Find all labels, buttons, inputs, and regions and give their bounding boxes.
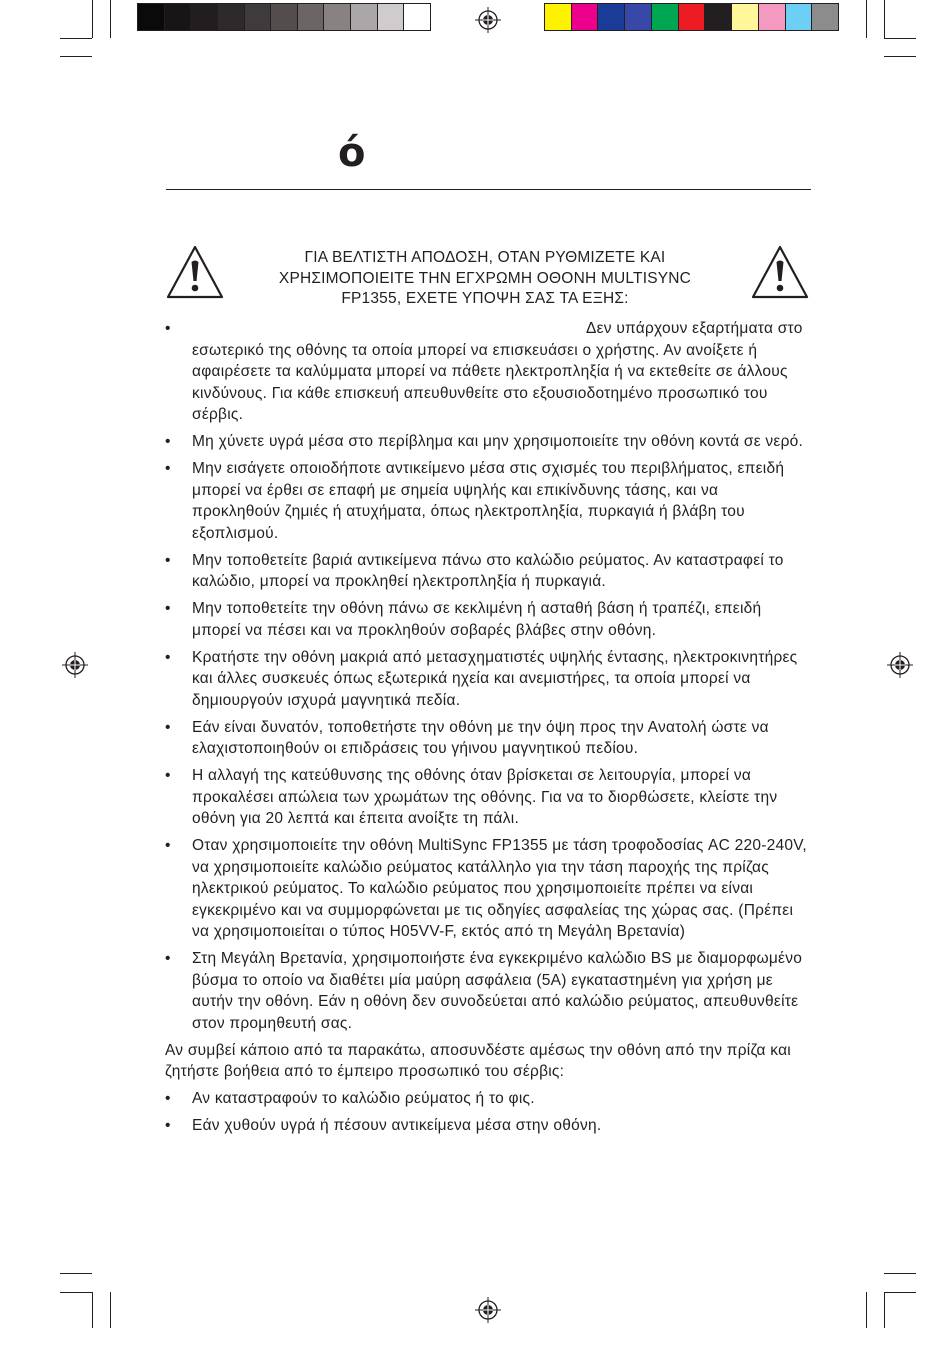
list-item-text: Μη χύνετε υγρά μέσα στο περίβλημα και μην χρησιμοποιείτε την οθόνη κοντά σε νερό. [192,433,804,450]
disconnect-conditions-list [165,1088,810,1137]
bullet: • [165,460,171,477]
safety-instructions [165,318,810,1142]
warning-triangle-icon [165,244,225,300]
list-item [165,598,810,641]
disconnect-paragraph: Αν συμβεί κάποιο από τα παρακάτω, αποσυνδέστε αμέσως την οθόνη από την πρίζα και ζητήστε βοήθεια από το έμπειρο προσωπικό του σέρβις: [165,1041,791,1080]
bullet: • [165,1117,171,1134]
list-item [165,318,810,426]
list-item [165,765,810,830]
warning-heading-line: ΧΡΗΣΙΜΟΠΟΙΕΙΤΕ ΤΗΝ ΕΓΧΡΩΜΗ ΟΘΟΝΗ MULTISYNC [278,269,692,287]
list-item [165,458,810,544]
list-item-text: Στη Μεγάλη Βρετανία, χρησιμοποιήστε ένα εγκεκριμένο καλώδιο BS με διαμορφωμένο βύσμα το οποίο να διαθέτει μία μαύρη ασφάλεια (5A) εγκαταστημένη για χρήση με αυτήν την οθόνη. Εάν η οθόνη δεν συνοδεύεται από καλώδιο ρεύματος, απευθυνθείτε στον προμηθευτή σας. [192,950,803,1032]
crop-mark [60,1292,92,1293]
warning-heading [230,248,740,310]
crop-mark [110,1292,111,1328]
color-swatch [545,4,571,30]
page-title: ό [338,130,366,176]
color-swatch [571,4,598,30]
list-item-text: Δεν υπάρχουν εξαρτήματα στο εσωτερικό της οθόνης τα οποία μπορεί να επισκευάσει ο χρήστης. Αν ανοίξετε ή αφαιρέσετε τα καλύμματα μπορεί να πάθετε ηλεκτροπληξία ή να εκτεθείτε σε άλλους κινδύνους. Για κάθε επισκευή απευθυνθείτε στο εξουσιοδοτημένο προσωπικό του σέρβις. [192,320,803,423]
color-swatch [624,4,651,30]
list-item-text: Μην εισάγετε οποιοδήποτε αντικείμενο μέσα στις σχισμές του περιβλήματος, επειδή μπορεί να έρθει σε επαφή με σημεία υψηλής και επικίνδυνης τάσης, και να προκληθούν ζημιές ή ατυχήματα, όπως ηλεκτροπληξία, πυρκαγιά ή βλάβη του εξοπλισμού. [192,460,785,542]
crop-mark [866,0,867,38]
color-swatch [244,4,271,30]
precautions-list [165,318,810,1034]
bullet: • [165,320,171,337]
bullet: • [165,551,171,569]
color-swatch [758,4,785,30]
bullet: • [165,837,171,854]
color-swatch [403,4,430,30]
crop-mark [884,56,916,57]
color-swatch [270,4,297,30]
color-swatch [350,4,377,30]
list-item [165,717,810,760]
color-swatch [138,4,164,30]
color-swatch [731,4,758,30]
warning-heading-line: FP1355, ΕΧΕΤΕ ΥΠΟΨΗ ΣΑΣ ΤΑ ΕΞΗΣ: [341,290,629,307]
bullet: • [165,1090,171,1107]
list-item [165,431,810,453]
registration-target-icon [887,652,913,678]
bullet: • [165,433,171,450]
list-item-text: Εάν χυθούν υγρά ή πέσουν αντικείμενα μέσα στην οθόνη. [192,1117,602,1134]
list-item-text: Κρατήστε την οθόνη μακριά από μετασχηματιστές υψηλής έντασης, ηλεκτροκινητήρες και άλλες συσκευές όπως εξωτερικά ηχεία και ανεμιστήρες, τα οποία μπορεί να δημιουργούν ισχυρά μαγνητικά πεδία. [192,648,798,709]
list-item [165,1115,810,1137]
bullet: • [165,600,171,617]
warning-heading-line: ΓΙΑ ΒΕΛΤΙΣΤΗ ΑΠΟΔΟΣΗ, ΟΤΑΝ ΡΥΘΜΙΖΕΤΕ ΚΑΙ [304,249,666,266]
list-item-text: Εάν είναι δυνατόν, τοποθετήστε την οθόνη με την όψη προς την Ανατολή ώστε να ελαχιστοποιηθούν οι επιδράσεις του γήινου μαγνητικού πεδίου. [192,718,769,757]
crop-mark [92,0,93,38]
list-item-text: Οταν χρησιμοποιείτε την οθόνη MultiSync FP1355 με τάση τροφοδοσίας AC 220-240V, να χρησιμοποιείτε καλώδιο ρεύματος κατάλληλο για την τάση παροχής της πρίζας ηλεκτρικού ρεύματος. Το καλώδιο ρεύματος που χρησιμοποιείτε πρέπει να είναι εγκεκριμένο και να συμμορφώνεται με τις οδηγίες ασφαλείας της χώρας σας. (Πρέπει να χρησιμοποιείται ο τύπος H05VV-F, εκτός από τη Μεγάλη Βρετανία) [192,837,807,940]
process-color-bar [544,3,839,31]
color-swatch [323,4,350,30]
crop-mark [60,38,92,39]
list-item-text: Μην τοποθετείτε βαριά αντικείμενα πάνω στο καλώδιο ρεύματος. Αν καταστραφεί το καλώδιο, μπορεί να προκληθεί ηλεκτροπληξία ή πυρκαγιά. [192,551,784,590]
bullet: • [165,648,171,666]
bullet: • [165,950,171,967]
crop-mark [110,0,111,38]
crop-mark [884,1292,885,1328]
registration-target-icon [475,7,501,33]
color-swatch [217,4,244,30]
list-item [165,647,810,712]
crop-mark [60,56,92,57]
bullet: • [165,718,171,736]
list-item [165,948,810,1034]
color-swatch [678,4,705,30]
registration-target-icon [475,1297,501,1323]
registration-target-icon [62,652,88,678]
list-item-text: Αν καταστραφούν το καλώδιο ρεύματος ή το φις. [192,1090,535,1107]
color-swatch [811,4,838,30]
list-item [165,1088,810,1110]
color-swatch [377,4,404,30]
color-swatch [190,4,217,30]
color-swatch [785,4,812,30]
crop-mark [866,1292,867,1328]
bullet: • [165,767,171,784]
crop-mark [60,1273,92,1274]
color-swatch [297,4,324,30]
crop-mark [884,1292,916,1293]
color-swatch [597,4,624,30]
crop-mark [92,1292,93,1328]
color-swatch [651,4,678,30]
title-rule [166,189,811,190]
list-item [165,550,810,593]
list-item-text: Η αλλαγή της κατεύθυνσης της οθόνης όταν βρίσκεται σε λειτουργία, μπορεί να προκαλέσει απώλεια των χρωμάτων της οθόνης. Για να το διορθώσετε, κλείστε την οθόνη για 20 λεπτά και έπειτα ανοίξτε τη πάλι. [192,767,778,827]
crop-mark [884,1273,916,1274]
list-item [165,835,810,943]
color-swatch [704,4,731,30]
list-item-text: Μην τοποθετείτε την οθόνη πάνω σε κεκλιμένη ή ασταθή βάση ή τραπέζι, επειδή μπορεί να πέσει και να προκληθούν σοβαρές βλάβες στην οθόνη. [192,600,762,639]
warning-triangle-icon [750,244,810,300]
crop-mark [884,38,916,39]
grayscale-color-bar [137,3,431,31]
crop-mark [884,0,885,38]
color-swatch [164,4,191,30]
